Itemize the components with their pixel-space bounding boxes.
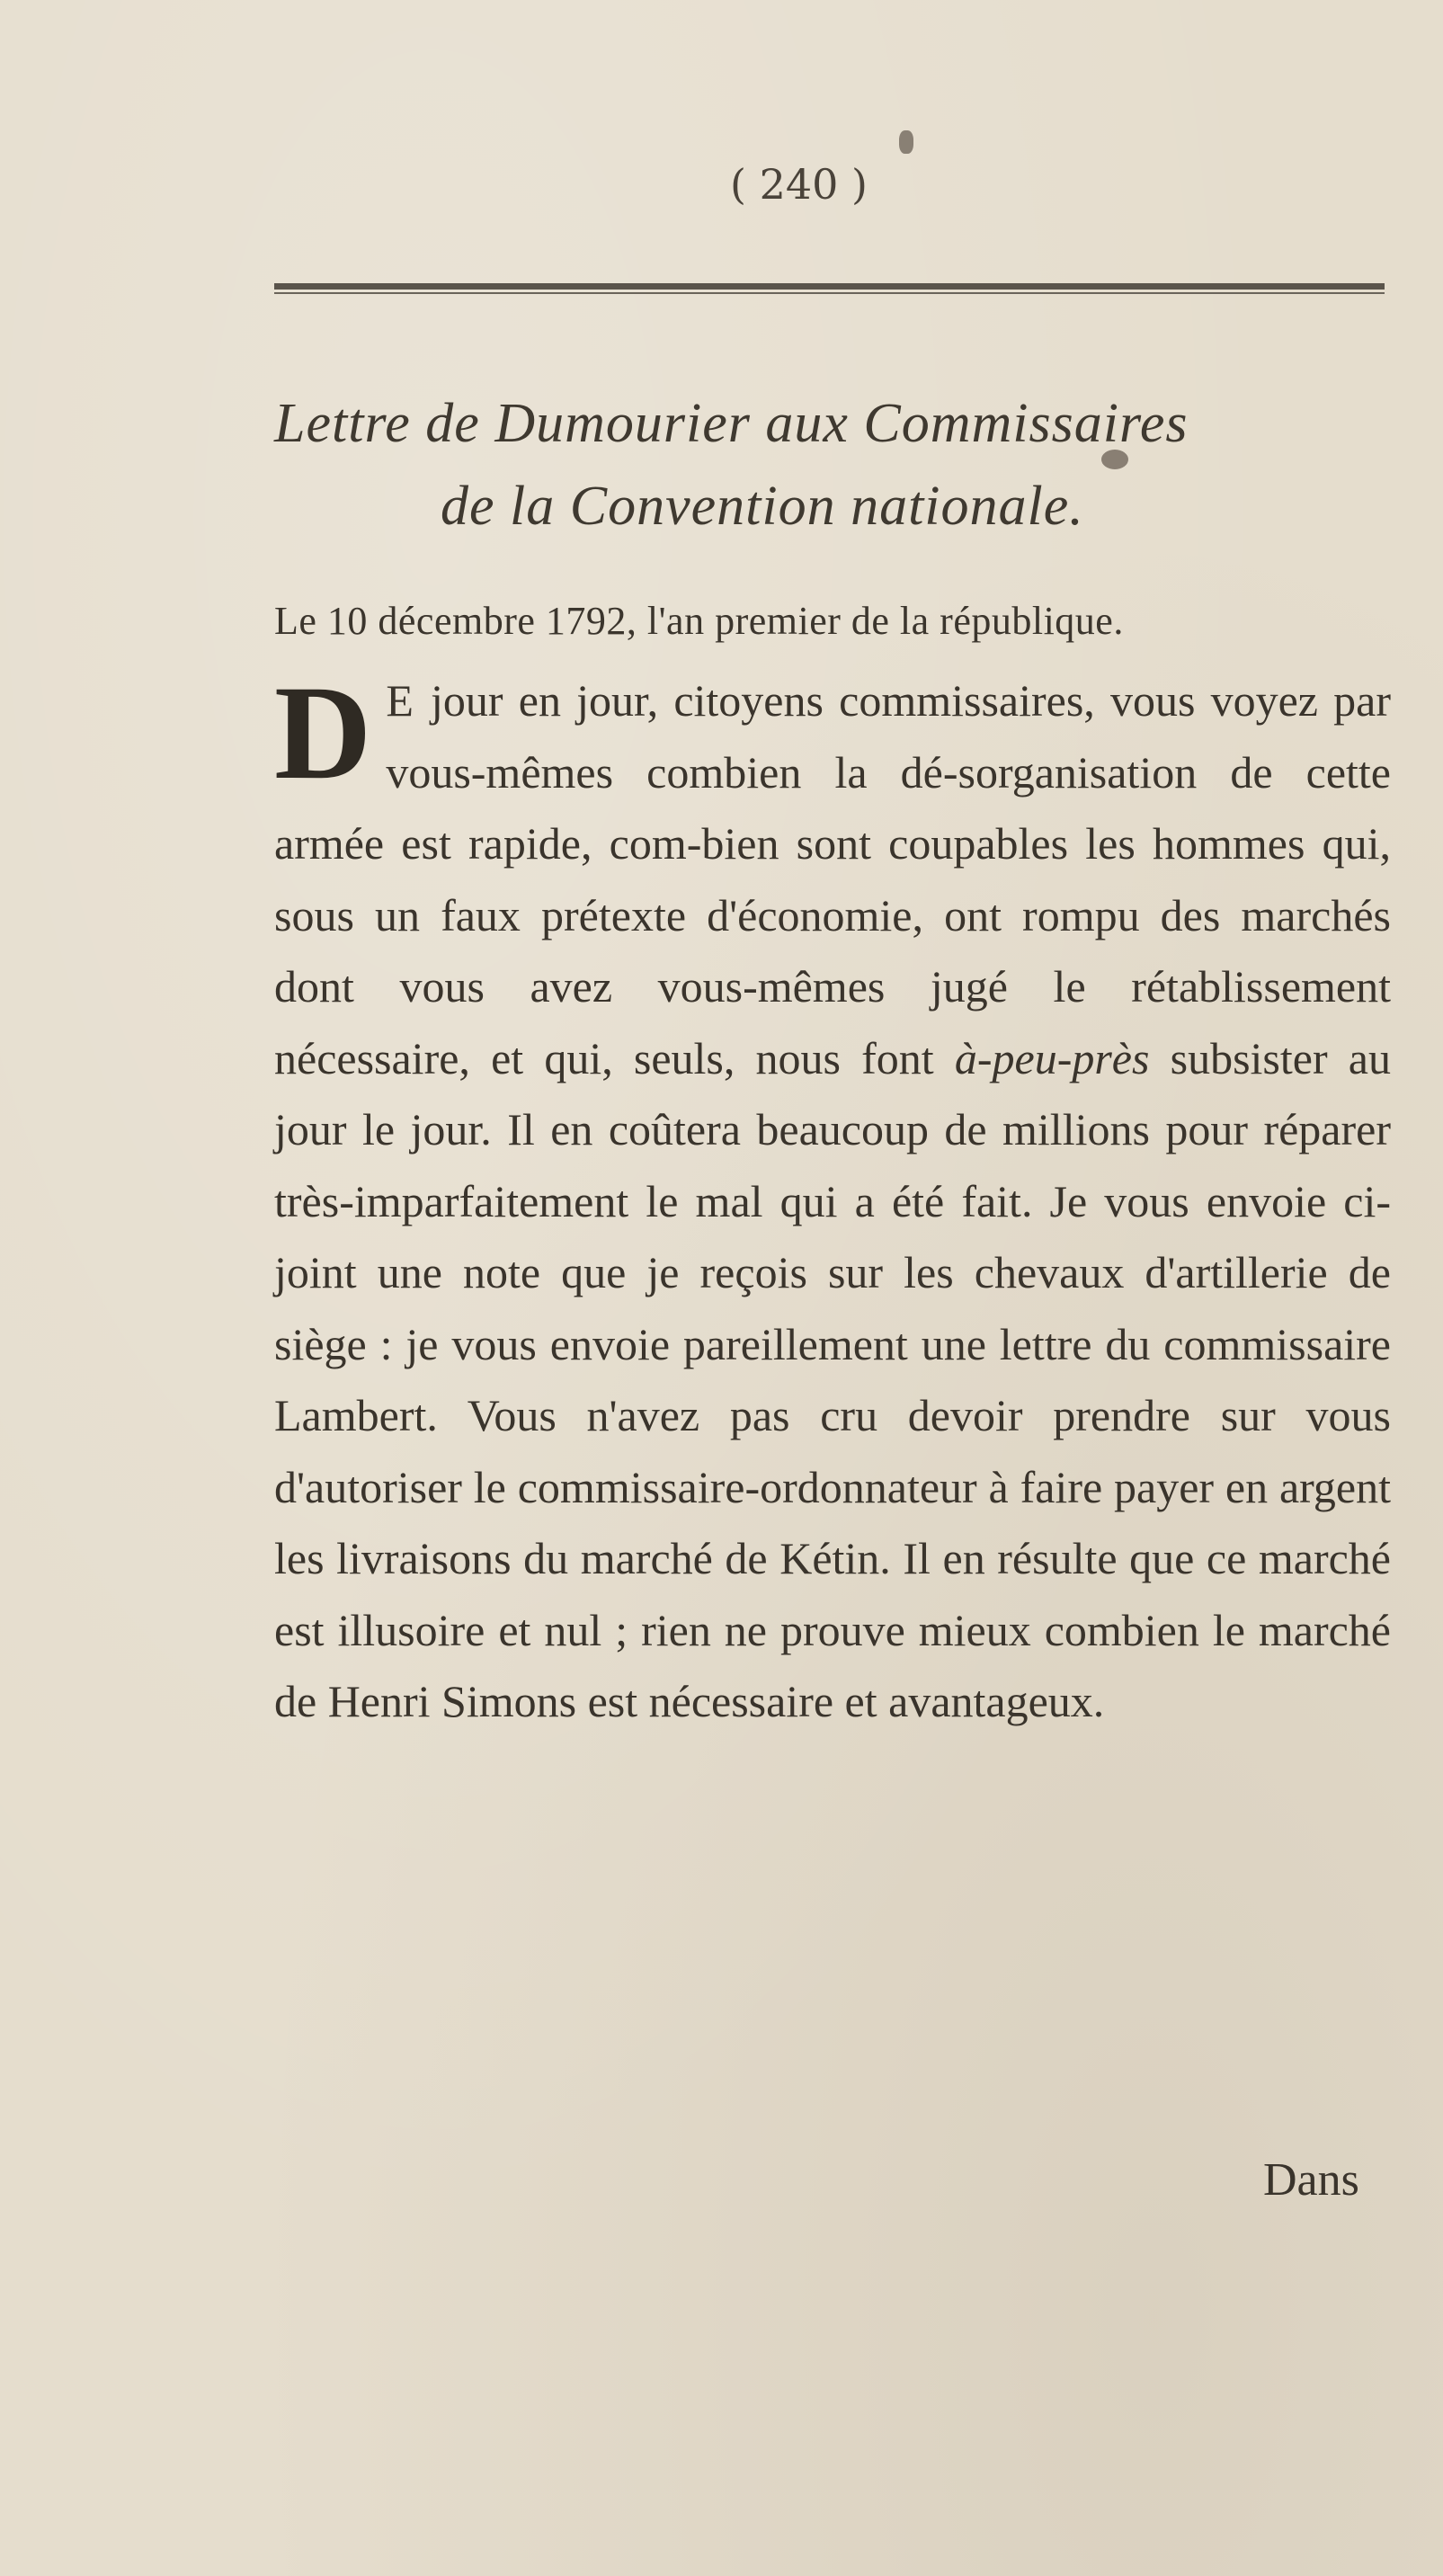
lead-letter: E (386, 675, 415, 726)
ink-stain (899, 130, 913, 154)
header-rule (274, 283, 1385, 296)
page-number: ( 240 ) (730, 160, 868, 209)
letter-title (274, 382, 1389, 548)
body-italic-phrase: à-peu-près (954, 1032, 1150, 1083)
drop-cap: D (274, 658, 372, 807)
catchword: Dans (1263, 2154, 1359, 2206)
title-line-1: Lettre de Dumourier aux Commissaires (274, 393, 1189, 454)
header-rule-thin (274, 292, 1385, 294)
body-text-part-2: subsister au jour le jour. Il en coûtera beaucoup de millions pour réparer très-imparfaitement le mal qui a été fait. Je vous envoie ci-joint une note que je reçois sur les chevaux d'artillerie de siège : je vous envoie pareillement une lettre du commissaire Lambert. Vous n'avez pas cru devoir prendre sur vous d'autoriser le commissaire-ordonnateur à faire payer en argent les livraisons du marché de Kétin. Il en résulte que ce marché est illusoire et nul ; rien ne prouve mieux combien le marché de Henri Simons est nécessaire et avantageux. (274, 1032, 1391, 1726)
body-text-part-1: jour en jour, citoyens commissaires, vous voyez par vous-mêmes combien la dé-sorganisation de cette armée est rapide, com-bien sont coupables les hommes qui, sous un faux prétexte d'économie, ont rompu des marchés dont vous avez vous-mêmes jugé le rétablissement nécessaire, et qui, seuls, nous font (274, 675, 1391, 1083)
letter-body (274, 658, 1391, 1738)
dateline: Le 10 décembre 1792, l'an premier de la république. (274, 599, 1124, 643)
title-line-2: de la Convention nationale. (441, 476, 1084, 537)
header-rule-thick (274, 283, 1385, 290)
